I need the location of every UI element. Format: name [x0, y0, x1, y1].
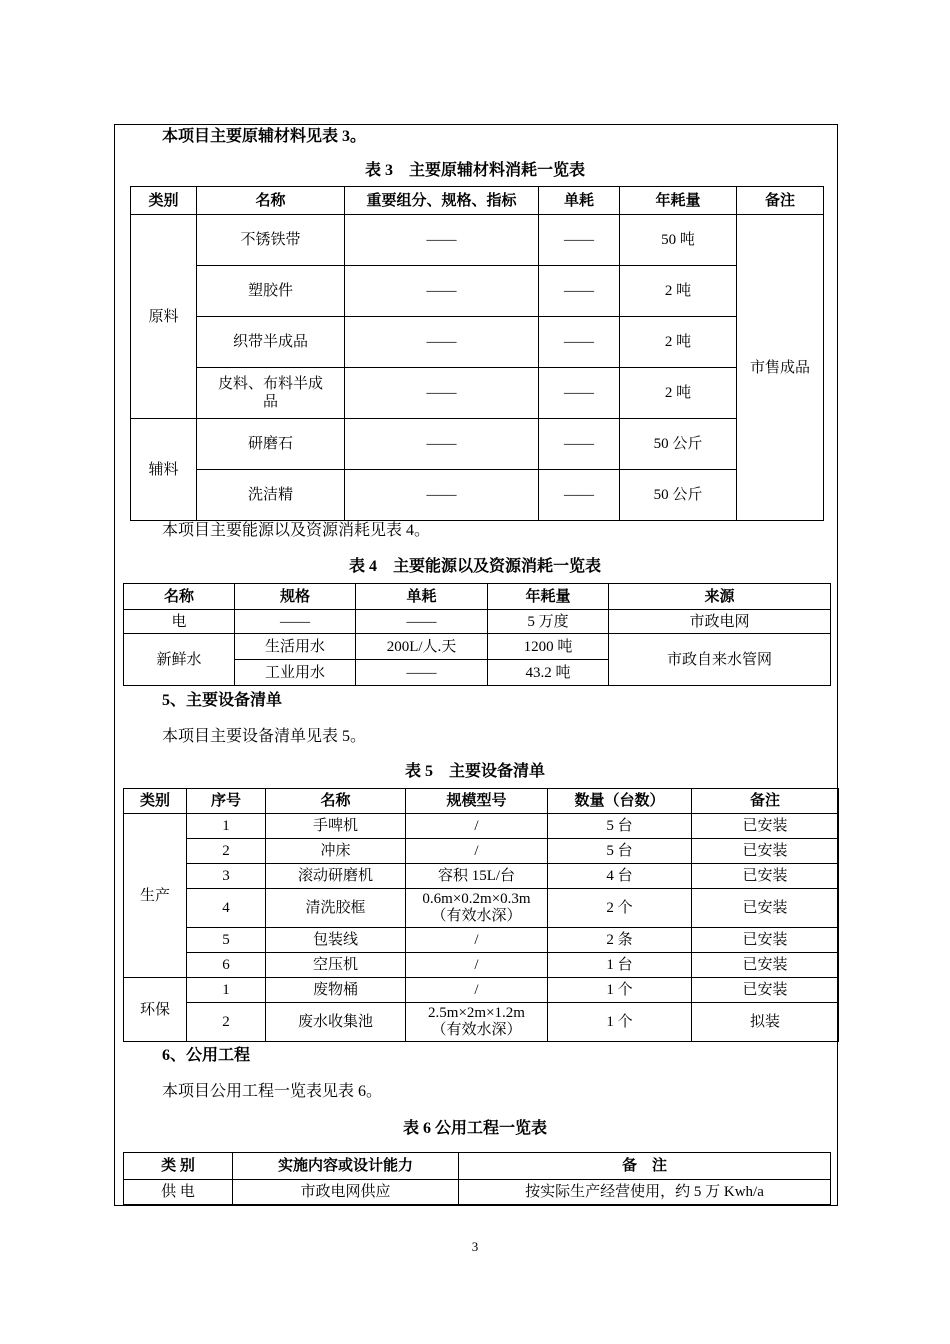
t5-qty: 5 台: [548, 839, 692, 864]
t4-water-source: 市政自来水管网: [609, 634, 831, 686]
table-row: [131, 470, 824, 521]
t5-header-name: 名称: [266, 789, 406, 814]
t5-spec-line1: 0.6m×0.2m×0.3m: [422, 891, 531, 907]
t3-header-category: 类别: [131, 187, 197, 215]
intro-table6: 本项目公用工程一览表见表 6。: [162, 1083, 383, 1100]
t5-spec-line2: （有效水深）: [431, 908, 522, 924]
table-row: [124, 1180, 831, 1205]
t5-qty: 4 台: [548, 864, 692, 889]
t5-qty: 1 个: [548, 1003, 692, 1042]
t5-header-category: 类别: [124, 789, 187, 814]
t5-header-spec: 规模型号: [406, 789, 548, 814]
intro-table3: 本项目主要原辅材料见表 3。: [162, 128, 367, 145]
table-row: [131, 368, 824, 419]
t3-name: 洗洁精: [197, 470, 345, 521]
table5-caption: 表 5 主要设备清单: [404, 763, 545, 780]
t3-spec: ——: [345, 470, 539, 521]
t3-spec: ——: [345, 215, 539, 266]
t5-name: 废水收集池: [266, 1003, 406, 1042]
t3-name: 不锈铁带: [197, 215, 345, 266]
table-row: [124, 978, 839, 1003]
t6-note: 按实际生产经营使用，约 5 万 Kwh/a: [459, 1180, 831, 1205]
t5-note: 已安装: [692, 814, 839, 839]
t5-note: 拟装: [692, 1003, 839, 1042]
t5-qty: 2 条: [548, 928, 692, 953]
t3-unit: ——: [539, 317, 620, 368]
t5-name: 废物桶: [266, 978, 406, 1003]
table-row: [124, 610, 831, 634]
t6-header-content: 实施内容或设计能力: [233, 1153, 459, 1180]
table-row: [131, 215, 824, 266]
section6-heading: 6、公用工程: [162, 1047, 251, 1064]
t4-unit: ——: [356, 610, 488, 634]
t5-qty: 1 台: [548, 953, 692, 978]
intro-table4: 本项目主要能源以及资源消耗见表 4。: [162, 522, 431, 539]
t3-unit: ——: [539, 266, 620, 317]
table-row: [124, 953, 839, 978]
t5-note: 已安装: [692, 864, 839, 889]
t5-group-environment: 环保: [124, 978, 187, 1042]
t5-spec: /: [406, 839, 548, 864]
t6-category: 供 电: [124, 1180, 233, 1205]
t3-unit: ——: [539, 368, 620, 419]
t5-spec: [406, 1003, 548, 1042]
t3-spec: ——: [345, 266, 539, 317]
t3-qty: 50 公斤: [620, 470, 737, 521]
t5-no: 6: [187, 953, 266, 978]
table3: [130, 186, 824, 521]
t5-name: 包装线: [266, 928, 406, 953]
t3-qty: 2 吨: [620, 368, 737, 419]
t3-header-note: 备注: [737, 187, 824, 215]
table-row: [124, 864, 839, 889]
t5-spec: /: [406, 953, 548, 978]
t4-name: 电: [124, 610, 235, 634]
t5-no: 1: [187, 978, 266, 1003]
intro-table5: 本项目主要设备清单见表 5。: [162, 728, 367, 745]
table4-caption: 表 4 主要能源以及资源消耗一览表: [348, 558, 601, 575]
t3-qty: 2 吨: [620, 266, 737, 317]
t4-source: 市政电网: [609, 610, 831, 634]
t3-header-qty: 年耗量: [620, 187, 737, 215]
table-row: [124, 814, 839, 839]
t5-spec: /: [406, 928, 548, 953]
t3-header-unit: 单耗: [539, 187, 620, 215]
table6-caption: 表 6 公用工程一览表: [402, 1120, 547, 1137]
t3-header-name: 名称: [197, 187, 345, 215]
t3-name: 皮料、布料半成品: [197, 368, 345, 419]
t3-name: 研磨石: [197, 419, 345, 470]
t5-note: 已安装: [692, 928, 839, 953]
t4-spec: ——: [235, 610, 356, 634]
t5-header-note: 备注: [692, 789, 839, 814]
t3-name: 织带半成品: [197, 317, 345, 368]
t4-qty: 43.2 吨: [488, 660, 609, 686]
t5-no: 3: [187, 864, 266, 889]
t4-spec: 工业用水: [235, 660, 356, 686]
table-row: [131, 266, 824, 317]
t5-no: 5: [187, 928, 266, 953]
t5-spec: /: [406, 978, 548, 1003]
t4-header-unit: 单耗: [356, 584, 488, 610]
t4-header-qty: 年耗量: [488, 584, 609, 610]
t5-spec: [406, 889, 548, 928]
table-row: [131, 419, 824, 470]
t3-unit: ——: [539, 419, 620, 470]
t3-qty: 50 公斤: [620, 419, 737, 470]
t5-no: 1: [187, 814, 266, 839]
t4-unit: 200L/人.天: [356, 634, 488, 660]
t5-no: 2: [187, 1003, 266, 1042]
t5-no: 4: [187, 889, 266, 928]
table5: [123, 788, 839, 1042]
t5-spec-line2: （有效水深）: [431, 1022, 522, 1038]
t3-header-spec: 重要组分、规格、指标: [345, 187, 539, 215]
t5-header-qty: 数量（台数）: [548, 789, 692, 814]
page-number: 3: [471, 1239, 479, 1254]
t3-spec: ——: [345, 317, 539, 368]
t5-name: 空压机: [266, 953, 406, 978]
t5-spec-line1: 2.5m×2m×1.2m: [428, 1005, 525, 1021]
t3-unit: ——: [539, 215, 620, 266]
t6-header-note: 备 注: [459, 1153, 831, 1180]
t5-spec: /: [406, 814, 548, 839]
t3-spec: ——: [345, 419, 539, 470]
t3-group-aux: 辅料: [131, 419, 197, 521]
t5-qty: 2 个: [548, 889, 692, 928]
table-row: [131, 317, 824, 368]
t4-qty: 5 万度: [488, 610, 609, 634]
table-row: [124, 889, 839, 928]
t3-unit: ——: [539, 470, 620, 521]
t3-name: 塑胶件: [197, 266, 345, 317]
t3-group-raw: 原料: [131, 215, 197, 419]
t5-group-production: 生产: [124, 814, 187, 978]
t5-spec: 容积 15L/台: [406, 864, 548, 889]
table-row: [124, 634, 831, 660]
t5-name: 手啤机: [266, 814, 406, 839]
t3-qty: 2 吨: [620, 317, 737, 368]
t4-spec: 生活用水: [235, 634, 356, 660]
table-row: [124, 1003, 839, 1042]
t5-note: 已安装: [692, 839, 839, 864]
table-row: [124, 928, 839, 953]
t4-water: 新鲜水: [124, 634, 235, 686]
t3-note: 市售成品: [737, 215, 824, 521]
t5-no: 2: [187, 839, 266, 864]
t6-header-category: 类 别: [124, 1153, 233, 1180]
t4-qty: 1200 吨: [488, 634, 609, 660]
t6-content: 市政电网供应: [233, 1180, 459, 1205]
t5-name: 清洗胶框: [266, 889, 406, 928]
t5-qty: 5 台: [548, 814, 692, 839]
table4: [123, 583, 831, 686]
t4-header-spec: 规格: [235, 584, 356, 610]
t5-qty: 1 个: [548, 978, 692, 1003]
t5-name: 冲床: [266, 839, 406, 864]
t4-header-name: 名称: [124, 584, 235, 610]
section5-heading: 5、主要设备清单: [162, 692, 283, 709]
t5-note: 已安装: [692, 953, 839, 978]
t5-header-no: 序号: [187, 789, 266, 814]
t5-note: 已安装: [692, 889, 839, 928]
t5-name: 滚动研磨机: [266, 864, 406, 889]
table6: [123, 1152, 831, 1205]
table3-caption: 表 3 主要原辅材料消耗一览表: [364, 162, 585, 179]
t3-spec: ——: [345, 368, 539, 419]
t5-note: 已安装: [692, 978, 839, 1003]
t4-header-source: 来源: [609, 584, 831, 610]
t4-unit: ——: [356, 660, 488, 686]
t3-qty: 50 吨: [620, 215, 737, 266]
table-row: [124, 839, 839, 864]
